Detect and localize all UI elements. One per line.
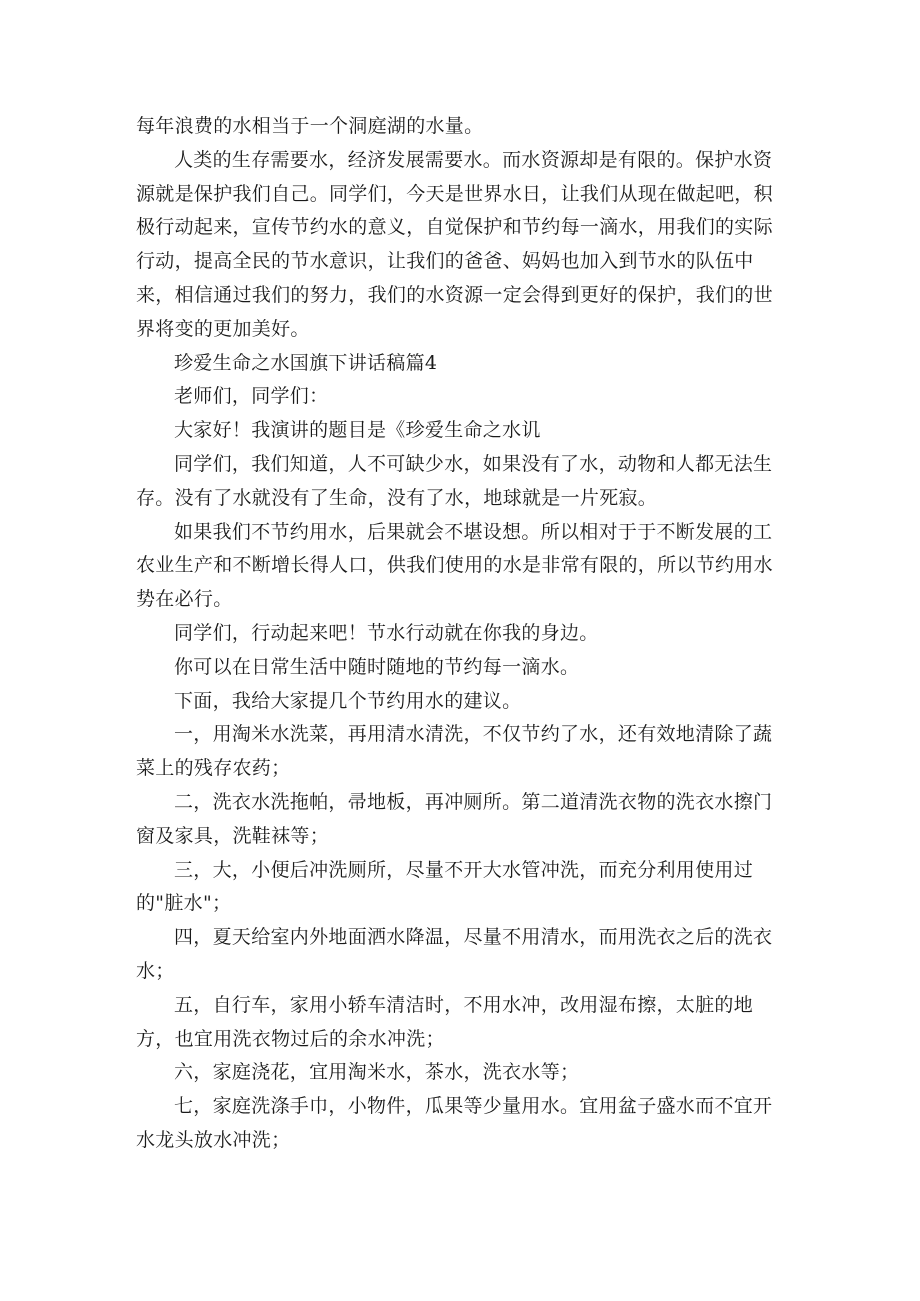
speech-title: 珍爱生命之水国旗下讲话稿篇4	[174, 351, 438, 374]
suggestion-item: 四，夏天给室内外地面洒水降温，尽量不用清水，而用洗衣之后的洗衣水；	[136, 926, 773, 982]
suggestion-item: 三，大，小便后冲洗厕所，尽量不开大水管冲洗，而充分利用使用过的"脏水"；	[136, 858, 754, 915]
suggestion-item: 二，洗衣水洗拖帕，帚地板，再冲厕所。第二道清洗衣物的洗衣水擦门窗及家具，洗鞋袜等；	[136, 790, 773, 847]
paragraph-protect-water: 人类的生存需要水，经济发展需要水。而水资源却是有限的。保护水资源就是保护我们自己。同学们，今天是世界水日，让我们从现在做起吧，积极行动起来，宣传节约水的意义，自觉保护和节约每一滴水，用我们的实际行动，提高全民的节水意识，让我们的爸爸、妈妈也加入到节水的队伍中来，相信通过我们的努力，我们的水资源一定会得到更好的保护，我们的世界将变的更加美好。	[136, 148, 773, 340]
paragraph-suggestions-intro: 下面，我给大家提几个节约用水的建议。	[174, 689, 522, 712]
paragraph-need-water: 同学们，我们知道，人不可缺少水，如果没有了水，动物和人都无法生存。没有了水就没有了生命，没有了水，地球就是一片死寂。	[136, 452, 773, 509]
salutation: 老师们，同学们：	[174, 385, 329, 408]
greeting: 大家好！我演讲的题目是《珍爱生命之水讥	[174, 419, 541, 442]
paragraph-daily-saving: 你可以在日常生活中随时随地的节约每一滴水。	[174, 655, 580, 678]
paragraph-save-water: 如果我们不节约用水，后果就会不堪设想。所以相对于于不断发展的工农业生产和不断增长得人口，供我们使用的水是非常有限的，所以节约用水势在必行。	[136, 520, 773, 611]
suggestion-item: 七，家庭洗涤手巾，小物件，瓜果等少量用水。宜用盆子盛水而不宜开水龙头放水冲洗；	[136, 1095, 773, 1151]
paragraph-call-to-action: 同学们，行动起来吧！节水行动就在你我的身边。	[174, 621, 599, 644]
paragraph-water-waste: 每年浪费的水相当于一个洞庭湖的水量。	[136, 115, 484, 137]
suggestion-item: 五，自行车，家用小轿车清洁时，不用水冲，改用湿布擦，太脏的地方，也宜用洗衣物过后的余水冲洗；	[136, 993, 754, 1050]
document-body	[136, 110, 786, 1158]
suggestion-item: 六，家庭浇花，宜用淘米水，茶水，洗衣水等；	[174, 1061, 580, 1084]
suggestion-item: 一，用淘米水洗菜，再用清水清洗，不仅节约了水，还有效地清除了蔬菜上的残存农药；	[136, 723, 773, 780]
